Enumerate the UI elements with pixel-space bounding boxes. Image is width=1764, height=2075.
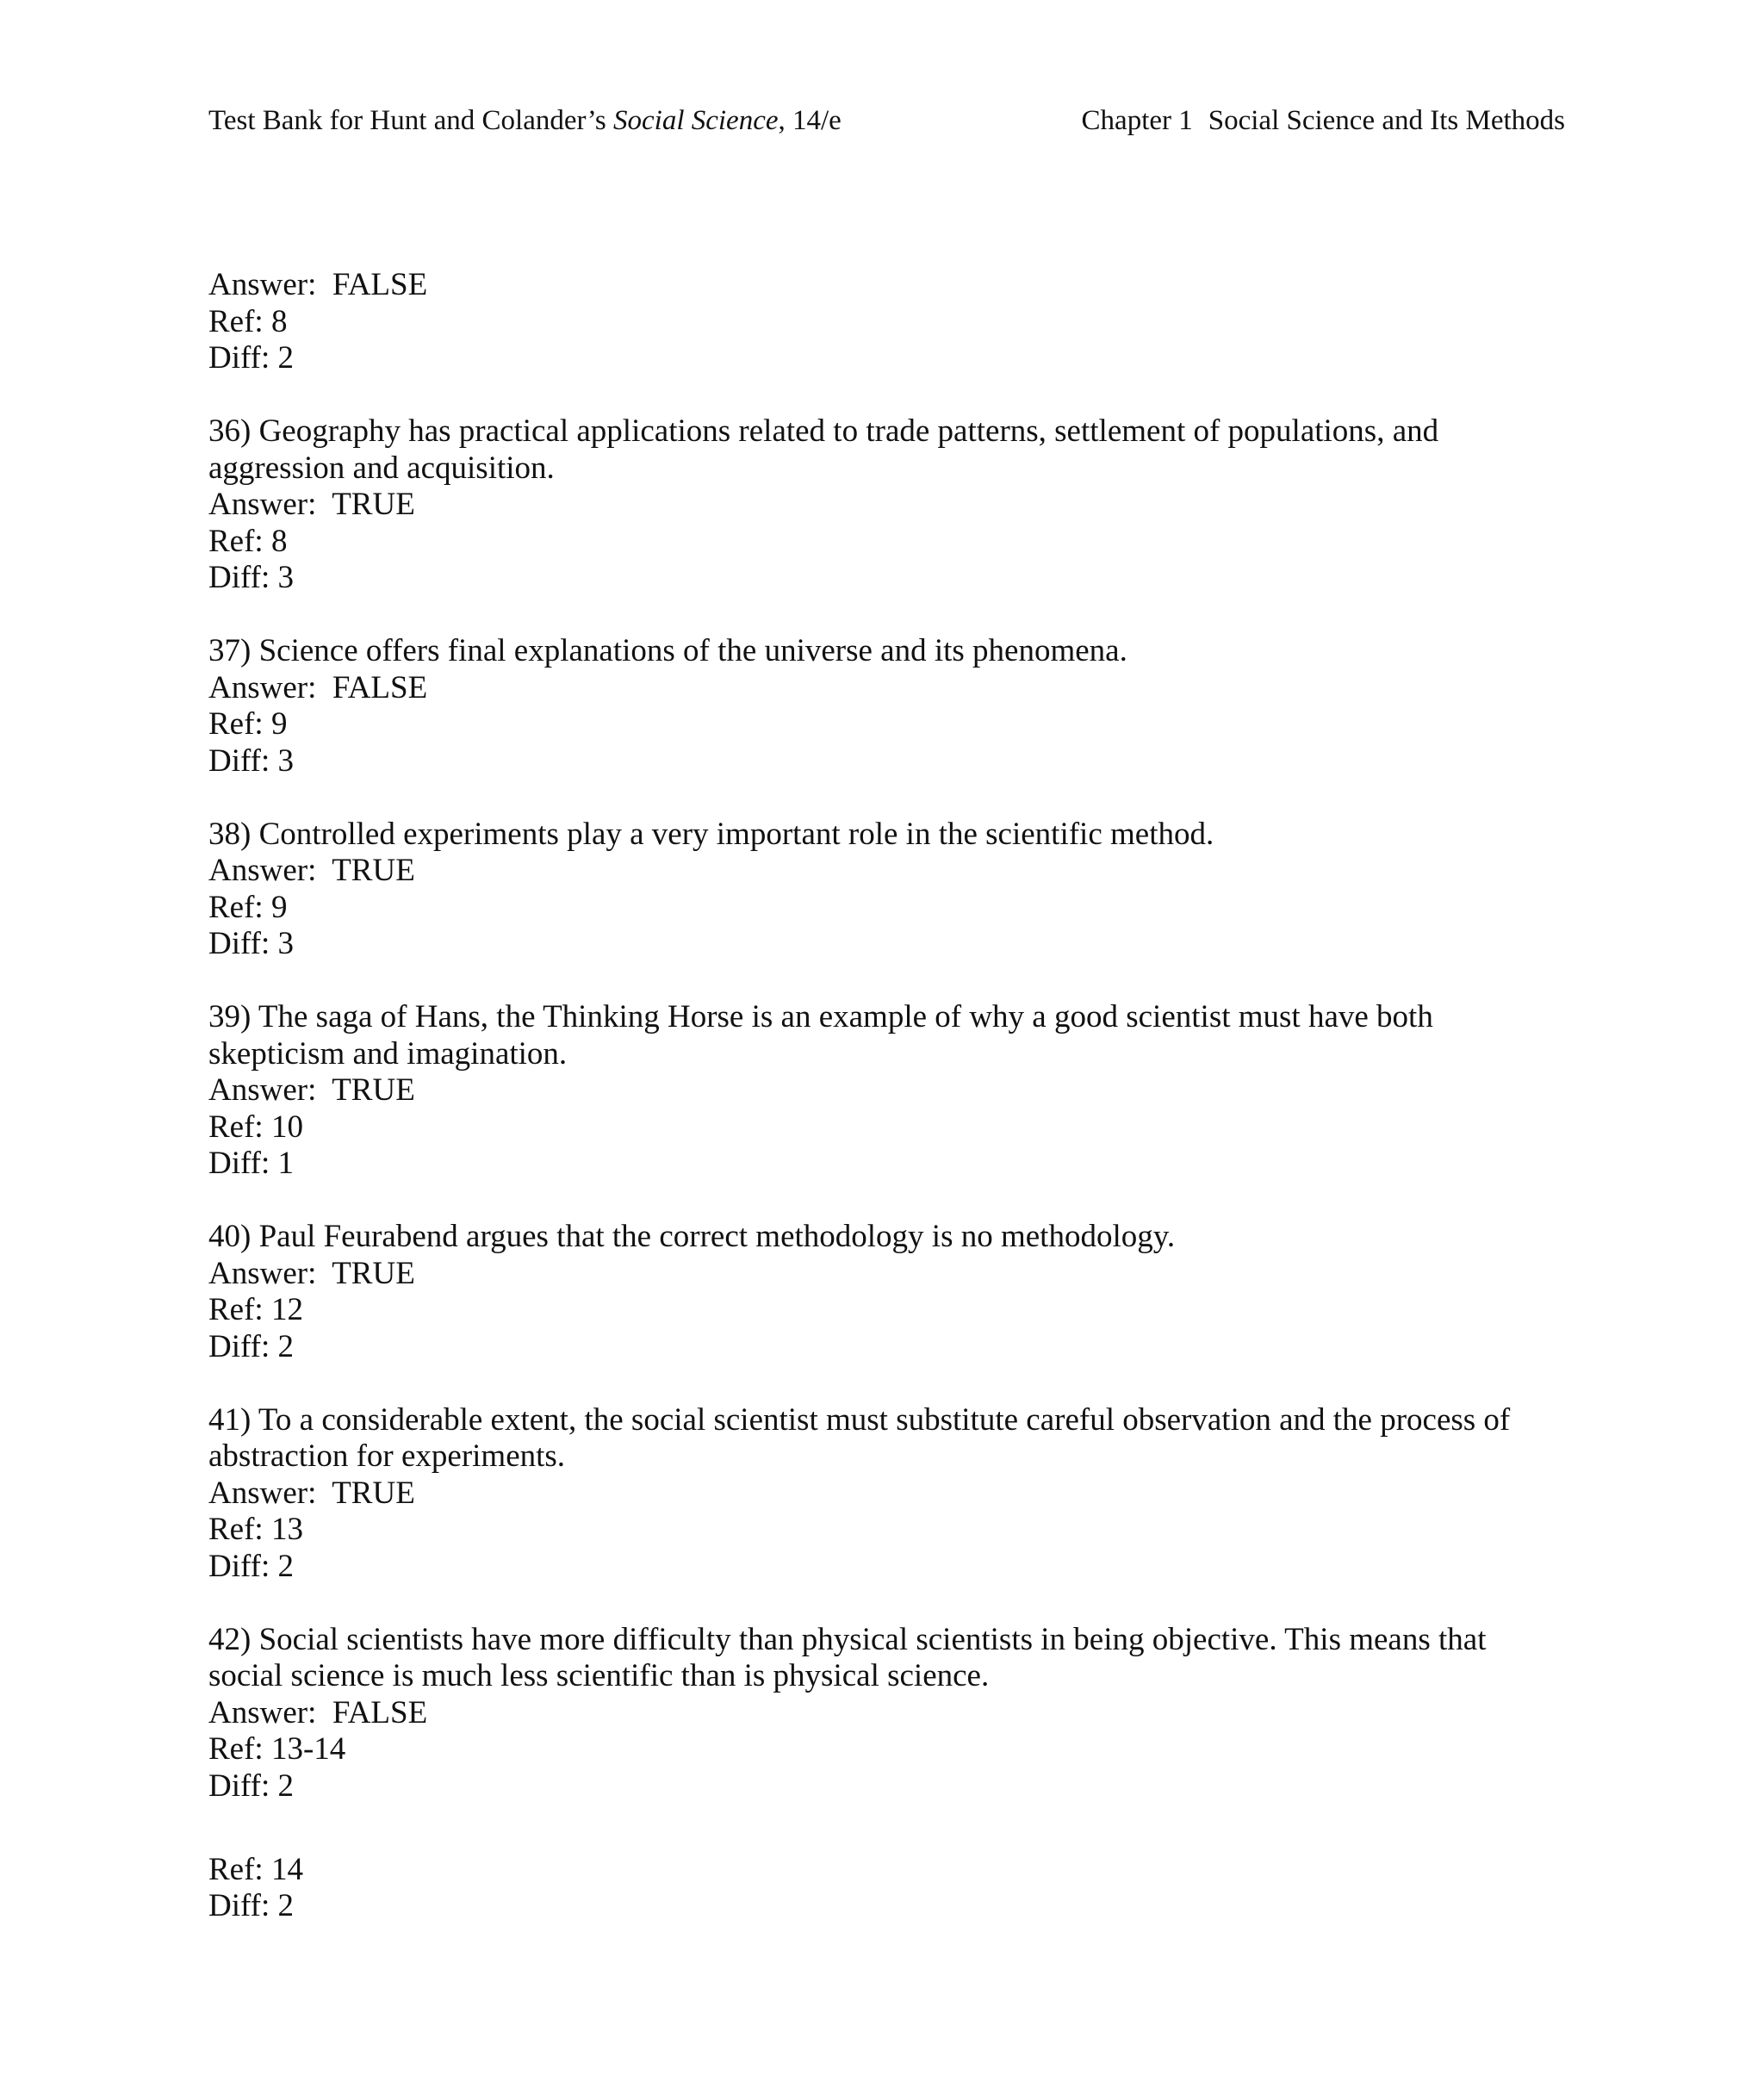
- diff-line: Diff: 3: [208, 926, 295, 961]
- diff-line: Diff: 3: [208, 742, 295, 779]
- header-book-title: [208, 102, 842, 140]
- question-text: 38) Controlled experiments play a very important role in the scientific method.: [208, 816, 1214, 852]
- ref-line: Ref: 13: [208, 1512, 303, 1547]
- ref-line: Ref: 8: [208, 523, 288, 559]
- question-continued: [208, 267, 1565, 377]
- header-book-italic: Social Science: [613, 105, 779, 136]
- diff-line: Diff: 2: [208, 1548, 295, 1584]
- question-text: 42) Social scientists have more difficulty than physical scientists in being objective. This means that social science is much less scientific than is physical science.: [208, 1621, 1487, 1693]
- diff-line: Diff: 2: [208, 1328, 295, 1364]
- question-list: [208, 267, 1565, 1961]
- question-text: 37) Science offers final explanations of the universe and its phenomena.: [208, 633, 1127, 668]
- ref-line: Ref: 10: [208, 1109, 303, 1145]
- answer-line: Answer: TRUE: [208, 1072, 415, 1108]
- question-39: [208, 999, 1565, 1183]
- answer-line: Answer: TRUE: [208, 1475, 415, 1511]
- ref-line: Ref: 14: [208, 1851, 303, 1887]
- ref-line: Ref: 9: [208, 889, 288, 925]
- ref-line: Ref: 9: [208, 706, 288, 742]
- diff-line: Diff: 2: [208, 340, 295, 376]
- header-chapter-title: Social Science and Its Methods: [1208, 105, 1565, 136]
- question-37: [208, 633, 1565, 780]
- page-header: [208, 102, 1565, 140]
- diff-line: Diff: 2: [208, 1888, 295, 1923]
- ref-line: Ref: 8: [208, 303, 288, 339]
- header-book-prefix: Test Bank for Hunt and Colander’s: [208, 105, 613, 136]
- question-42: [208, 1622, 1565, 1805]
- header-chapter: [1082, 102, 1565, 140]
- question-38: [208, 817, 1565, 963]
- answer-line: Answer: FALSE: [208, 669, 428, 705]
- question-40: [208, 1219, 1565, 1365]
- question-text: 39) The saga of Hans, the Thinking Horse is an example of why a good scientist must have both skepticism and imagination.: [208, 999, 1433, 1072]
- question-text: 36) Geography has practical applications related to trade patterns, settlement of populations, and aggression and acquisition.: [208, 413, 1439, 486]
- question-text: 41) To a considerable extent, the social scientist must substitute careful observation and the process of abstraction for experiments.: [208, 1401, 1511, 1474]
- answer-line: Answer: FALSE: [208, 267, 428, 302]
- header-chapter-number: Chapter 1: [1081, 105, 1193, 136]
- answer-line: Answer: TRUE: [208, 853, 415, 888]
- question-41: [208, 1402, 1565, 1586]
- answer-line: Answer: TRUE: [208, 487, 415, 522]
- spacer: [208, 1842, 1565, 1852]
- answer-line: Answer: TRUE: [208, 1255, 415, 1291]
- header-book-suffix: , 14/e: [778, 105, 842, 136]
- ref-line: Ref: 13-14: [208, 1731, 346, 1767]
- ref-line: Ref: 12: [208, 1292, 303, 1327]
- diff-line: Diff: 1: [208, 1146, 295, 1181]
- question-continued-last: [208, 1852, 1565, 1925]
- answer-line: Answer: FALSE: [208, 1694, 428, 1730]
- question-text: 40) Paul Feurabend argues that the correct methodology is no methodology.: [208, 1219, 1176, 1254]
- diff-line: Diff: 2: [208, 1767, 295, 1804]
- question-36: [208, 413, 1565, 597]
- diff-line: Diff: 3: [208, 560, 295, 595]
